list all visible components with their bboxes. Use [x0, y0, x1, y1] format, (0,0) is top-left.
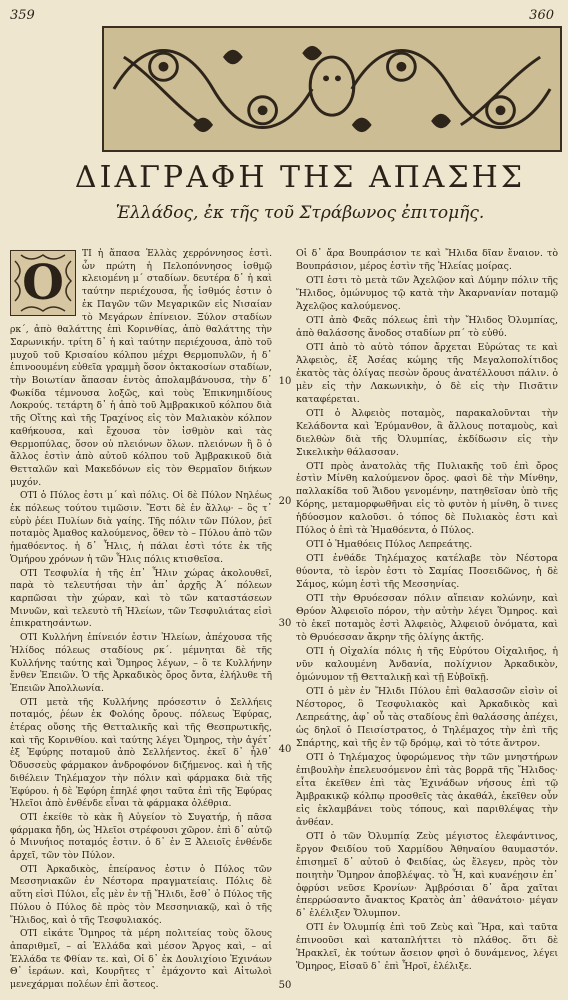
paragraph: ΟΤΙ ὁ τῶν Ὀλυμπίᾳ Ζεὺς μέγιστος ἐλεφάντινος, ἔργον Φειδίου τοῦ Χαρμίδου Ἀθηναίου θαυμαστόν. ἐπισημεῖ δ᾽ αὐτοῦ ὁ Φειδίας, ὡς ἔλεγεν, πρὸς τὸν ποιητὴν Ὅμηρον ἀποβλέψας. τὸ Ἦ, καὶ κυανέῃσιν ἐπ᾽ ὀφρύσι νεῦσε Κρονίων· Ἀμβρόσιαι δ᾽ ἄρα χαῖται ἐπερρώσαντο ἄνακτος Κρατὸς ἀπ᾽ ἀθανάτοιο· μέγαν δ᾽ ἐλέλιξεν Ὄλυμπον. [296, 830, 558, 920]
line-number: 50 [278, 980, 292, 991]
paragraph: ΟΤΙ ὁ Τηλέμαχος ὑφορώμενος τὴν τῶν μνηστήρων ἐπιβουλὴν ἐπελευσόμενον ἐπὶ τὰς βορρᾶ τῆς Ἤλιδος· εἶτα ἐκεῖθεν ἐπὶ τὰς Ἐχινάδων νήσους ἐπὶ τῷ Ἀμβρακικῷ κόλπῳ προσθεῖς τὰς ἀκαθάλ, ἐκεῖθεν οὖν εἰς ἐκλαμβάνει τοὺς τόπους, καὶ παριθλέψας τὴν ἀνθέαν. [296, 751, 558, 828]
ornamental-headpiece [102, 26, 562, 152]
paragraph: ΟΤΙ Ἀρκαδικὸς, ἐπείρανος ἐστιν ὁ Πύλος τῶν Μεσσηνιακῶν ἐν Νέστορα πραγματείαις. Πόλις δὲ αὕτη εἰσὶ Πύλοι, εἷς μὲν ἐν τῇ Ἤλιδι, ἔσθ᾽ ὁ Πύλος τῆς Πύλου ὁ Πύλος δὲ πρὸς τὸν Μεσσηνιακῷ, καὶ ὁ τῆς Ἤλιδος, καὶ ὁ τῆς Τεσφυλιακός. [10, 863, 272, 926]
paragraph: ΤΙ ἡ ἅπασα Ἑλλὰς χερρόννησος ἐστὶ. ὧν πρώτη ἡ Πελοπόννησος ἰσθμῷ κλειομένη μ΄ σταδίων. δευτέρα δ᾽ ἡ καὶ ταύτην περιέχουσα, ἧς ἰσθμός ἐστιν ὁ ἐκ Παγῶν τῶν Μεγαρικῶν εἰς Νισαίαν τὸ Μεγάρων ἐπίνειον. Ξύλον σταδίων ρκ΄, ἀπὸ θαλάττης ἐπὶ Κορινθίας, ἀπὸ θαλάττης τὴν Σαρωνικήν. τρίτη δ᾽ ἡ καὶ ταύτην περιέχουσα, ἀπὸ τοῦ μυχοῦ τοῦ Κρισαίου κόλπου μέχρι Θερμοπυλῶν, ἡ δ᾽ ἐπινοουμένη εὐθεῖα γραμμὴ ὅσον ὀκτακοσίων σταδίων, τὴν Βοιωτίαν ἅπασαν ἐντὸς ἀπολαμβάνουσα, τὴν δ᾽ Φωκίδα τέμνουσα λοξῶς, καὶ τοὺς Ἐπικνημιδίους Λοκρούς. τετάρτη δ᾽ ἡ ἀπὸ τοῦ Ἀμβρακικοῦ κόλπου διὰ τῆς Οἴτης καὶ τῆς Τραχίνος εἰς τὸν Μαλιακὸν κόλπον καθήκουσα, καὶ ἔχουσα τὸν ἰσθμὸν καὶ τὰς Θερμοπύλας, ὅσον οὐ πλειόνων ὅλων. πλειόνων ἢ ὃ ὁ ἄλλος ἐστὶν ἀπὸ αὐτοῦ κόλπου τοῦ Ἀμβρακικοῦ διὰ Θετταλῶν καὶ Μακεδόνων εἰς τὸν Θερμαῖον διήκων μυχόν. [10, 248, 272, 488]
paragraph: ΟΤΙ ὁ Ἀλφειὸς ποταμὸς, παρακαλοῦνται τὴν Κελάδοντα καὶ Ἐρύμανθον, ἃ ἄλλους ποταμοὺς, καὶ διελθὼν διὰ τῆς Ὀλυμπίας, ἐκδίδωσιν εἰς τὴν Σικελικὴν θάλασσαν. [296, 407, 558, 458]
page-title: ΔΙΑΓΡΑΦΗ ΤΗΣ ΑΠΑΣΗΣ [74, 160, 526, 195]
paragraph: ΟΤΙ ἀπὸ τὸ αὐτὸ τόπον ἄρχεται Εὐρώτας τε καὶ Ἀλφειὸς, ἐξ Ἀσέας κώμης τῆς Μεγαλοπολίτιδος ἑκατὸς τὰς ὀλίγας πεσὼν ὄρους ἀνατέλλουσι πάλιν. ὁ μὲν εἰς τὴν Λακωνικὴν, ὁ δὲ εἰς τὴν Πισᾶτιν καταφέρεται. [296, 341, 558, 405]
paragraph: ΟΤΙ τὴν Θρυόεσσαν πόλιν αἴπειαν κολώνην, καὶ Θρύον Ἀλφειοῖο πόρον, τὴν αὐτὴν λέγει Ὅμηρος. καὶ τὸ ἐκεῖ ποταμὸς ἐστὶ Ἀλφειὸς, Ἀλφειοῦ ὀνόματα, καὶ τὸ Θρυόεσσαν ἄκρην τῆς ὀλίγης ἀκτῆς. [296, 593, 558, 644]
paragraph: ΟΤΙ Κυλλήνη ἐπίνειόν ἐστιν Ἠλείων, ἀπέχουσα τῆς Ἠλίδος πόλεως σταδίους ρκ΄. μέμνηται δὲ τῆς Κυλλήνης ταύτης καὶ Ὅμηρος λέγων, – ὃ τε Κυλλήνην ἔνθεν Ἐπειῶν. Ὁ τῆς Ἀρκαδικὸς ὄρος ὄντα, ἐλήλυθε τῆ Ἐπειῶν Ἀπολλωνία. [10, 632, 272, 694]
paragraph: ΟΤΙ ἡ Οἰχαλία πόλις ἡ τῆς Εὐρύτου Οἰχαλιῆος, ἡ νῦν καλουμένη Ἀνδανία, πολίχνιον Ἀρκαδικὸν, ὁμώνυμον τῇ Θετταλικῇ καὶ τῇ Εὐβοϊκῇ. [296, 646, 558, 683]
paragraph: ΟΤΙ ὁ Πύλος ἐστι μ΄ καὶ πόλις. Οἱ δὲ Πύλον Νηλέως ἐκ πόλεως τούτου τιμῶσιν. Ἔστι δὲ ἐν ἄλλῳ· – ὃς τ᾽ εὐρὺ ῥέει Πυλίων διὰ γαίης. Τῆς πόλιν τῶν Πύλον, ῥεῖ ποταμὸς Ἀμαθος καλούμενος, ὅθεν τὸ – Πύλου ἀπὸ τῶν ἠμαθόεντος. ἡ δ᾽ Ἦλις, ἡ πάλαι ἐστὶ τότε ἐκ τῆς Ὁμήρου χρόνων ἡ τῶν Ἦλις πόλις κτισθεῖσα. [10, 490, 272, 565]
paragraph: ΟΤΙ ὁ μὲν ἐν Ἤλιδι Πύλου ἐπὶ θαλασσῶν εἰσὶν οἱ Νέστορος, ὃ Τεσφυλιακὸς καὶ Ἀρκαδικὸς καὶ Λεπρεάτης, ἀφ᾽ οὗ τὰς σταδίους ἐπὶ θαλάσσης ἀπέχει, ὡς δηλοῖ ὁ Πεισίστρατος, ὁ Τηλέμαχος τὴν ἐπὶ τῆς Σπάρτης, καὶ τῆς ἐν τῷ δρόμῳ, καὶ τὸ τότε ἄντρον. [296, 685, 558, 749]
line-number: 10 [278, 376, 292, 387]
drop-cap-letter: Ο [22, 254, 64, 311]
paragraph: ΟΤΙ ἐκείθε τὸ κὰκ ἢ Αὐγείον τὸ Συγατήρ, ἡ πᾶσα φάρμακα ἤδη, ὡς Ἠλεῖοι στρέφουσι χῶρον. ἐπὶ δ᾽ αὐτῷ ὁ Μινυήιος ποταμός ἐστιν. ὁ δ᾽ ἐν Ξ Ἀλειοῖς ἐνθένδε ἀρχεῖ, τῶν τὸν Πύλον. [10, 811, 272, 862]
line-number: 20 [278, 496, 292, 507]
page-number-left: 359 [10, 8, 35, 23]
paragraph: ΟΤΙ Τεσφυλία ἡ τῆς ἐπ᾽ Ἦλιν χώρας ἀκολουθεῖ, παρὰ τὸ τελευτήσαι τὴν ἀπ᾽ ἀρχῆς Ἀ΄ πόλεων καρπῶσαι τὴν χώραν, καὶ τὸ τῶν καταστάσεων Μινυῶν, καὶ τελευτὸ τῆ Ἠλείων, τῶν Τεσφυλιάτας εἰσὶ ἐπικρατησάντων. [10, 567, 272, 630]
line-number: 30 [278, 618, 292, 629]
page-number-right: 360 [529, 8, 554, 23]
paragraph: ΟΤΙ μετὰ τῆς Κυλλήνης πρόσεστιν ὁ Σελλήεις ποταμός, ῥέων ἐκ Φολόης ὄρους. πόλεως Ἐφύρας, ἑτέρας οὔσης τῆς Θετταλικῆς καὶ τῆς Θεσπρωτικῆς, καὶ τῆς Κορινθίου. καὶ ταύτης λέγει Ὅμηρος, τὴν ἀγέτ᾽ ἐξ Ἐφύρης ποταμοῦ ἀπὸ Σελλήεντος. ἐκεῖ δ᾽ ἦλθ᾽ Ὀδυσσεὺς φάρμακον ἀνδροφόνον διζήμενος. καὶ ἡ τῆς διθέλειν Τηλέμαχον τὴν πόλιν καὶ φάρμακα διὰ τῆς Ἐφύρου. ἡ δὲ Ἐφύρη ἐπηλέ φησι ταῦτα ἐπὶ τῆς Ἐφύρας Ἠλεῖοι ἀπὸ ἐνθένδε εἶναι τὰ φάρμακα ὀλέθρια. [10, 696, 272, 810]
paragraph: ΟΤΙ ἐνθάδε Τηλέμαχος κατέλαβε τὸν Νέστορα θύοντα, τὸ ἱερὸν ἐστι τὸ Σαμίας Ποσειδῶνος, ἡ δὲ Σάμος, κώμη ἐστὶ τῆς Μεσσηνίας. [296, 553, 558, 591]
drop-cap [10, 250, 76, 316]
paragraph: Οἱ δ᾽ ἄρα Βουπράσιον τε καὶ Ἤλιδα δῖαν ἔναιον. τὸ Βουπράσιον, μέρος ἐστὶν τῆς Ἠλείας μοίρας. [296, 248, 558, 272]
paragraph: ΟΤΙ ἐστι τὸ μετὰ τῶν Ἀχελῷον καὶ Δύμην πόλιν τῆς Ἤλιδος, ὁμώνυμος τῷ κατὰ τὴν Ἀκαρνανίαν ποταμῷ Ἀχελῷος καλούμενος. [296, 274, 558, 312]
paragraph: ΟΤΙ πρὸς ἀνατολὰς τῆς Πυλιακῆς τοῦ ἐπὶ ὄρος ἐστὶν Μίνθη καλούμενον ὄρος. φασὶ δὲ τὴν Μίνθην, παλλακίδα τοῦ Ἅιδου γενομένην, πατηθεῖσαν ὑπὸ τῆς Κόρης, μεταμορφωθῆναι εἰς τὸ φυτὸν ἡ μίνθη, ὃ τινες ἡδύοσμον καλοῦσι. ὁ τόπος δὲ Πυλιακὸς ἐστι καὶ Πύλος ὁ ἐπὶ τὰ Ἠμαθόεντα, ὁ Πύλος. [296, 460, 558, 537]
right-column [296, 248, 558, 975]
left-column [10, 248, 272, 993]
paragraph: ΟΤΙ ὁ Ἡμαθόεις Πύλος Λεπρεάτης. [306, 539, 473, 551]
paragraph: ΟΤΙ εἰκάτε Ὅμηρος τὰ μέρη πολιτείας τοὺς ὅλους ἀπαριθμεῖ, – αἱ Ἑλλάδα καὶ μέσον Ἄργος καὶ, – αἱ Ἑλλάδα τε Φθίαν τε. καὶ, Οἱ δ᾽ ἐκ Δουλιχίοιο Ἐχινάων Θ᾽ ἱεράων. καὶ, Κουρῆτες τ᾽ ἐμάχοντο καὶ Αἰτωλοὶ μενεχάρμαι πολέων ἐπὶ ἄστεος. [10, 928, 272, 991]
paragraph: ΟΤΙ ἀπὸ Φεᾶς πόλεως ἐπὶ τὴν Ἤλιδος Ὀλυμπίας, ἀπὸ θαλάσσης ἄνοδος σταδίων ρπ΄ τὸ εὐθύ. [296, 314, 558, 339]
page-subtitle: Ἑλλάδος, ἐκ τῆς τοῦ Στράβωνος ἐπιτομῆς. [115, 203, 485, 223]
foliage-ornament-icon [104, 28, 560, 150]
paragraph: ΟΤΙ ἐν Ὀλυμπίᾳ ἐπὶ τοῦ Ζεὺς καὶ Ἥρα, καὶ ταῦτα ἐπινοοῦσι καὶ καταπλήττει τὸ πλάθος. ὅτι δὲ Ἡρακλεῖ, ἐκ τούτων ἄσειον φησὶ ὁ δυνάμενος, λέγει Ὅμηρος, Εἰσαῦ δ᾽ ἐπὶ Ἦροϊ, ἐλέλιξε. [296, 922, 558, 973]
line-number: 40 [278, 744, 292, 755]
